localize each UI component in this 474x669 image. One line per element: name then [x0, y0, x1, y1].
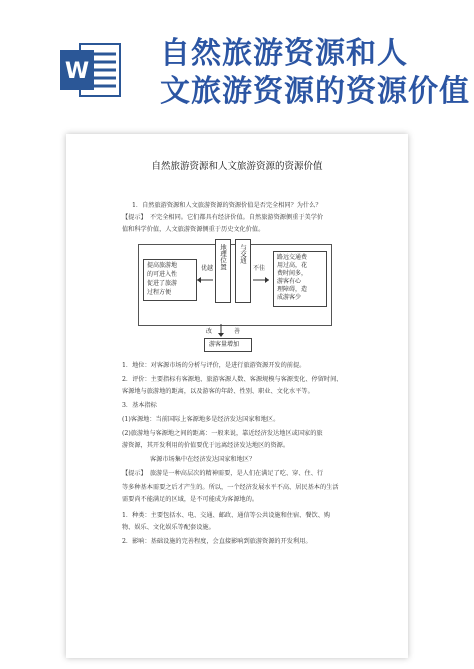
right-arrow-icon [251, 275, 271, 285]
body-line: 3．基本指标 [122, 402, 157, 409]
diagram-right-text: 路远交通费 [277, 254, 308, 261]
body-line: 客源地与旅游地的距离，以及游客的年龄、性别、职业、文化水平等。 [122, 388, 314, 395]
diagram-bottom-label: 改 [206, 328, 213, 335]
diagram-left-arrow-label: 优越 [201, 265, 214, 272]
diagram-right-text: 费时间多， [277, 270, 308, 277]
body-line: (1)客源地：当前国际上客源地多是经济发达国家和地区。 [122, 416, 280, 423]
diagram-center-col-1 [215, 239, 231, 303]
diagram-left-text: 提高旅游地 [147, 262, 178, 269]
diagram-right-arrow-label: 不佳 [253, 265, 266, 272]
diagram-right-text: 用过高，花 [277, 262, 308, 269]
diagram-bottom-box [204, 338, 252, 352]
question-line: 1．自然旅游资源和人文旅游资源的资源价值是否完全相同？为什么？ [132, 202, 322, 209]
down-arrow-icon [216, 324, 226, 338]
diagram-right-box [273, 251, 327, 307]
diagram-center-text: 与交通 [239, 244, 247, 264]
body-line: 物、娱乐、文化娱乐等配套设施。 [122, 524, 215, 531]
hint-line: 值和科学价值，人文旅游资源侧重于历史文化价值。 [122, 226, 265, 233]
document-title: 自然旅游资源和人文旅游资源的资源价值 [151, 161, 323, 172]
diagram-right-text: 成游客少 [277, 294, 302, 301]
body-line: 1．种类：主要包括水、电、交通、邮政、通信等公共设施和住宿、餐饮、购 [122, 512, 331, 519]
body-line: 1．地位：对客源市场的分析与评价，是进行旅游资源开发的前提。 [122, 362, 306, 369]
diagram-left-text: 促进了旅游 [147, 280, 178, 287]
left-arrow-icon [195, 275, 215, 285]
diagram-center-col-2 [235, 239, 251, 303]
diagram-left-text: 的可进入性 [147, 271, 178, 278]
body-line: 游资源，其开发利用的价值要优于远离经济发达地区的资源。 [122, 442, 290, 449]
diagram-bottom-label: 善 [234, 328, 241, 335]
body-line: (2)旅游地与客源地之间的距离：一般来说，靠近经济发达地区或国家的旅 [122, 430, 323, 437]
body-line: 2．影响：基础设施的完善程度，会直接影响到旅游资源的开发利用。 [122, 538, 312, 545]
body-line: 客源市场集中在经济发达国家和地区？ [150, 456, 256, 463]
diagram-right-text: 游客有心 [277, 278, 302, 285]
body-line: 等多种基本需要之后才产生的。所以，一个经济发展水平不高、居民基本的生活 [122, 484, 339, 491]
diagram-left-text: 过程方便 [147, 289, 172, 296]
document-page [66, 134, 408, 658]
body-line: 需要尚不能满足的区域，是不可能成为客源地的。 [122, 496, 259, 503]
diagram-frame [138, 244, 332, 326]
body-line: 【提示】 旅游是一种高层次的精神需要，是人们在满足了吃、穿、住、行 [122, 470, 324, 477]
diagram-bottom-text: 游客量增加 [209, 341, 240, 348]
word-icon [58, 40, 124, 100]
hint-line: 【提示】 不完全相同。它们都具有经济价值。自然旅游资源侧重于美学价 [122, 214, 324, 221]
banner-title-line-2: 文旅游资源的资源价值 [160, 74, 470, 109]
diagram-right-text: 理障碍，造 [277, 286, 308, 293]
diagram-center-text: 地理位置 [219, 244, 227, 270]
diagram-left-box [143, 259, 197, 301]
body-line: 2．评价：主要指标有客源地、旅游客源人数、客源规模与客源变化、停留时间、 [122, 376, 343, 383]
word-icon-letter: W [64, 59, 90, 84]
banner-title-line-1: 自然旅游资源和人 [160, 36, 408, 71]
header-banner [0, 0, 474, 130]
